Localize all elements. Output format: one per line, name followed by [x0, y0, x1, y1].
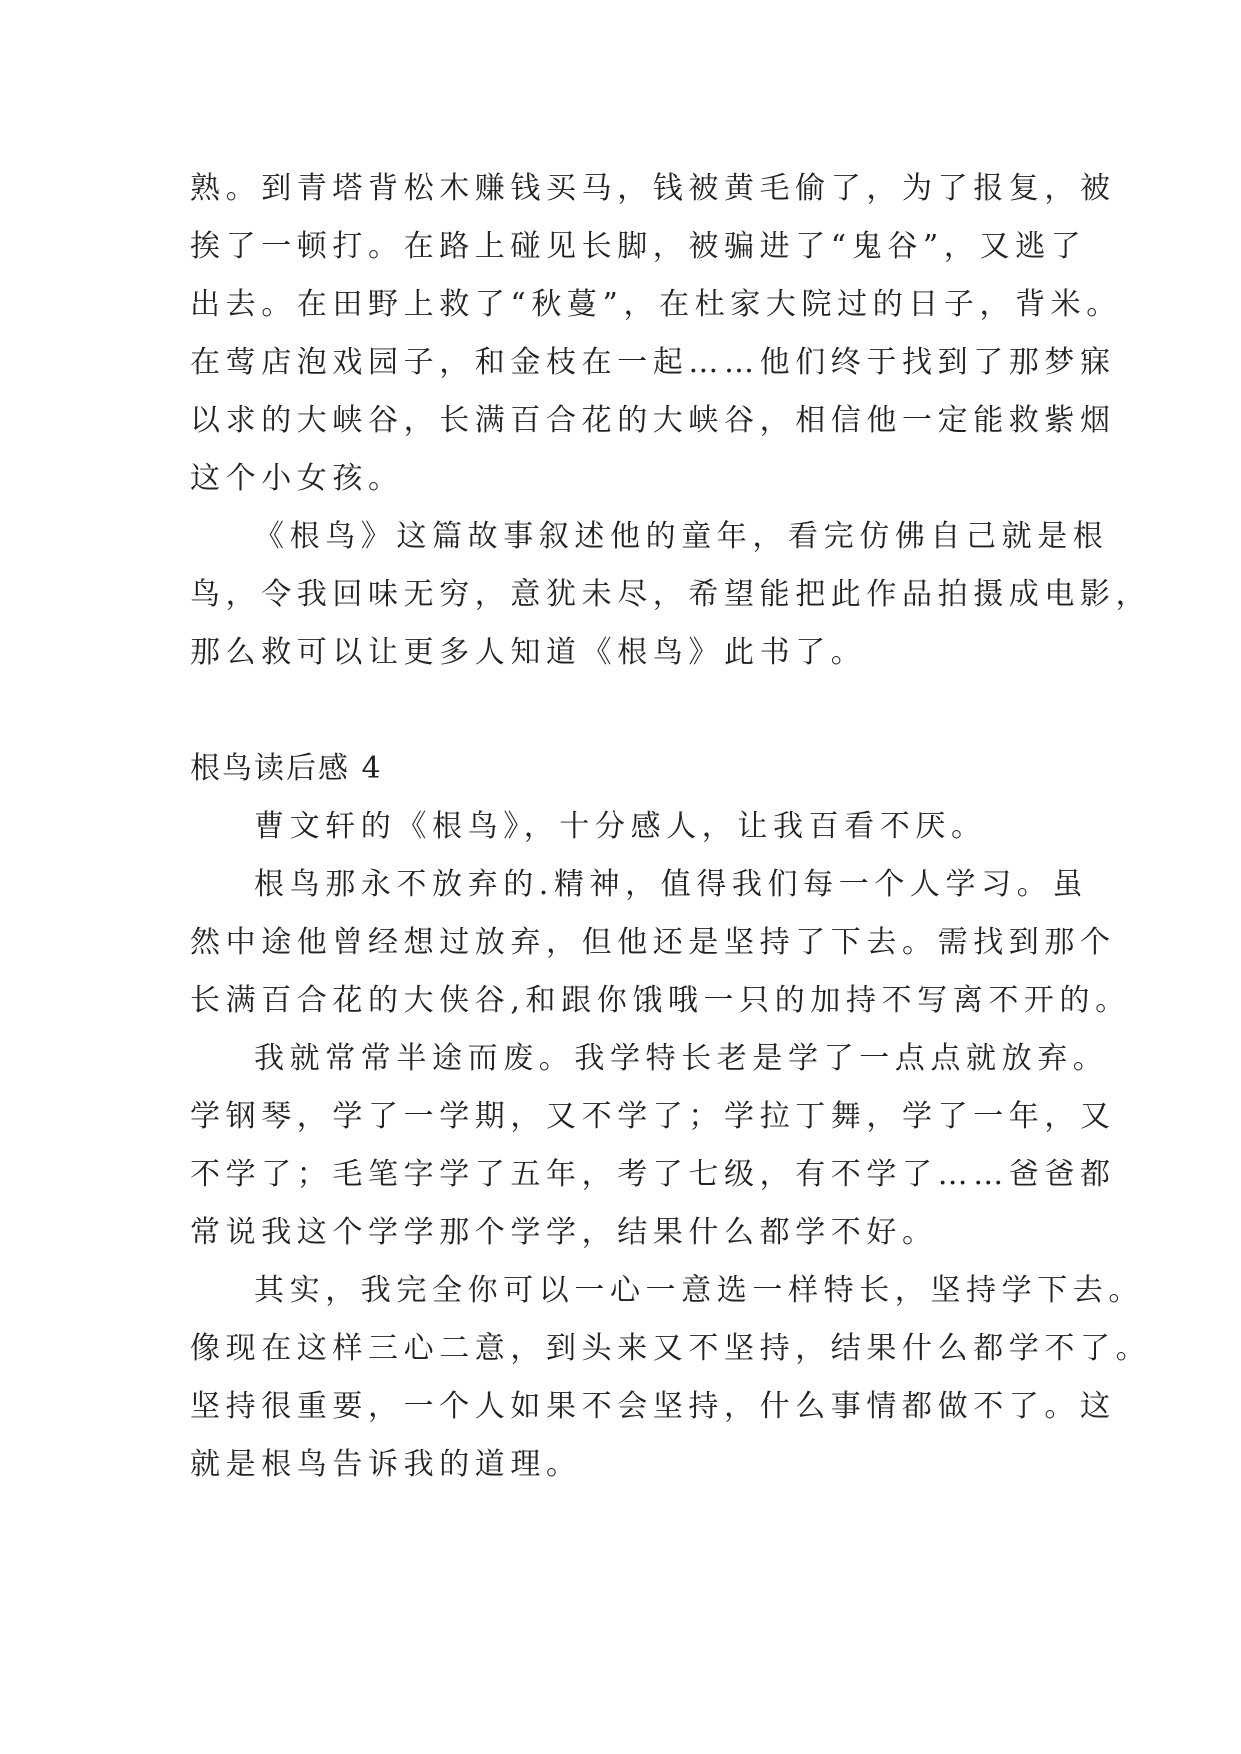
text-line: 出去。在田野上救了“秋蔓”，在杜家大院过的日子，背米。 — [190, 287, 1122, 322]
paragraph — [190, 856, 1131, 1030]
text-line: 我就常常半途而废。我学特长老是学了一点点就放弃。 — [254, 1041, 1109, 1076]
text-line: 不学了；毛笔字学了五年，考了七级，有不学了……爸爸都 — [190, 1157, 1116, 1192]
text-line: 那么救可以让更多人知道《根鸟》此书了。 — [190, 635, 867, 670]
paragraph — [190, 508, 1152, 682]
text-line: 这个小女孩。 — [190, 461, 404, 496]
text-line: 挨了一顿打。在路上碰见长脚，被骗进了“鬼谷”，又逃了 — [190, 229, 1087, 264]
paragraph — [190, 798, 1070, 856]
paragraph — [190, 1262, 1152, 1494]
text-line: 就是根鸟告诉我的道理。 — [190, 1447, 582, 1482]
text-line: 在莺店泡戏园子，和金枝在一起……他们终于找到了那梦寐 — [190, 345, 1116, 380]
text-line: 根鸟那永不放弃的.精神，值得我们每一个人学习。虽 — [254, 867, 1088, 902]
text-line: 坚持很重要，一个人如果不会坚持，什么事情都做不了。这 — [190, 1389, 1116, 1424]
text-line: 长满百合花的大侠谷,和跟你饿哦一只的加持不写离不开的。 — [190, 983, 1131, 1018]
text-line: 《根鸟》这篇故事叙述他的童年，看完仿佛自己就是根 — [254, 519, 1109, 554]
text-line: 然中途他曾经想过放弃，但他还是坚持了下去。需找到那个 — [190, 925, 1116, 960]
text-line: 常说我这个学学那个学学，结果什么都学不好。 — [190, 1215, 938, 1250]
text-line: 鸟，令我回味无穷，意犹未尽，希望能把此作品拍摄成电影， — [190, 577, 1152, 612]
paragraph — [190, 160, 1122, 508]
document-body — [190, 160, 1152, 1494]
text-line: 曹文轩的《根鸟》，十分感人，让我百看不厌。 — [254, 809, 987, 844]
blank-line — [190, 682, 1070, 740]
paragraph — [190, 1030, 1116, 1262]
text-line: 以求的大峡谷，长满百合花的大峡谷，相信他一定能救紫烟 — [190, 403, 1116, 438]
text-line: 学钢琴，学了一学期，又不学了；学拉丁舞，学了一年，又 — [190, 1099, 1116, 1134]
section-title: 根鸟读后感 4 — [190, 751, 383, 786]
text-line: 其实，我完全你可以一心一意选一样特长，坚持学下去。 — [254, 1273, 1144, 1308]
text-line: 像现在这样三心二意，到头来又不坚持，结果什么都学不了。 — [190, 1331, 1152, 1366]
text-line: 熟。到青塔背松木赚钱买马，钱被黄毛偷了，为了报复，被 — [190, 171, 1116, 206]
